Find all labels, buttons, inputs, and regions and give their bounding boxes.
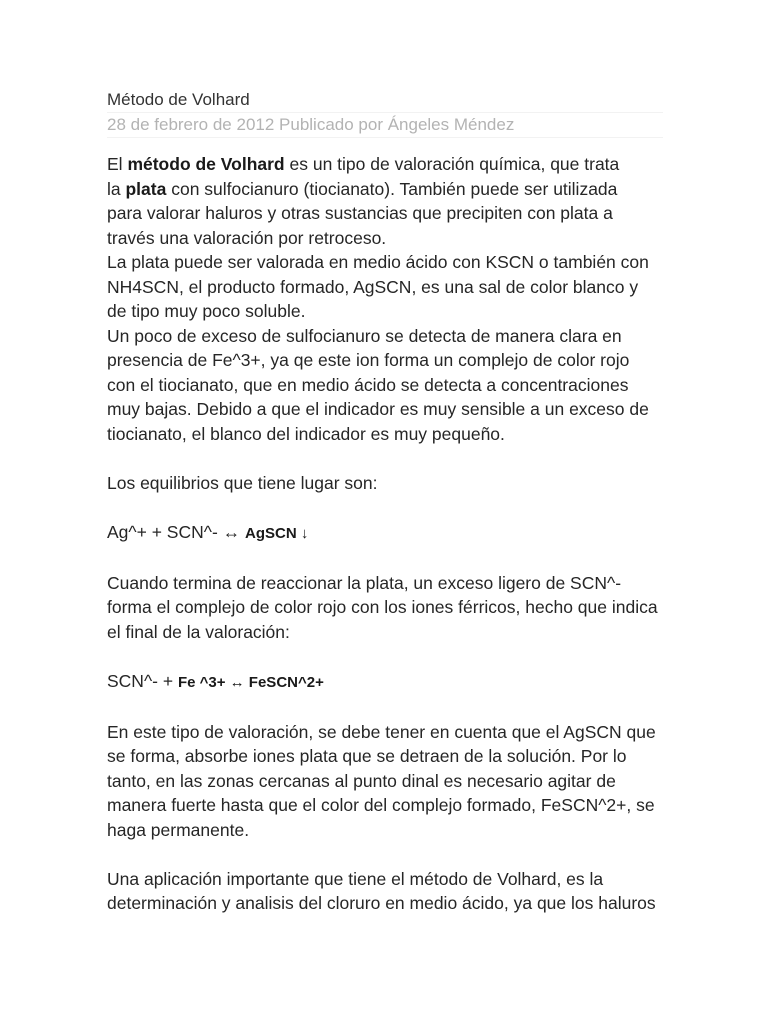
text-line: Una aplicación importante que tiene el método de Volhard, es la [107,868,604,889]
text-run: El [107,154,128,174]
text-line: con el tiocianato, que en medio ácido se detecta a concentraciones [107,374,629,395]
paragraph-gap [107,546,667,571]
article-byline: 28 de febrero de 2012 Publicado por Ángeles Méndez [107,113,663,138]
equation-plain: Ag^+ + SCN^- ↔ [107,521,245,542]
text-line: forma el complejo de color rojo con los iones férricos, hecho que indica [107,597,658,617]
text-line: el final de la valoración: [107,621,290,642]
paragraph-gap [107,644,667,669]
text-run: es un tipo de valoración química, que trata [284,154,620,174]
text-line: determinación y analisis del cloruro en medio ácido, ya que los haluros [107,893,656,913]
text-line: muy bajas. Debido a que el indicador es muy sensible a un exceso de [107,399,649,419]
paragraph-endpoint [107,571,667,645]
paragraph-application [107,867,667,916]
text-line: de tipo muy poco soluble. [107,301,306,321]
article-header [107,88,663,138]
equation-bold: AgSCN ↓ [245,524,309,542]
paragraph-gap [107,446,667,471]
text-line: La plata puede ser valorada en medio ácido con KSCN o también con [107,252,649,272]
text-line: haga permanente. [107,819,250,840]
paragraph-gap [107,495,667,520]
text-line: En este tipo de valoración, se debe tener en cuenta que el AgSCN que [107,721,656,742]
equation-iron-thiocyanate [107,669,667,696]
text-run: la [107,178,126,199]
equation-silver-thiocyanate [107,520,667,547]
paragraph-gap [107,695,667,720]
bold-term-silver: plata [125,178,167,199]
text-line: para valorar haluros y otras sustancias que precipiten con plata a [107,203,613,223]
article-title: Método de Volhard [107,88,663,113]
text-line: través una valoración por retroceso. [107,227,387,248]
article-body [107,152,667,916]
intro-paragraph [107,152,667,446]
text-line: NH4SCN, el producto formado, AgSCN, es una sal de color blanco y [107,276,639,297]
paragraph-agscn [107,720,667,843]
text-line [107,177,667,202]
paragraph-gap [107,842,667,867]
text-line: se forma, absorbe iones plata que se detraen de la solución. Por lo [107,746,627,766]
text-line: Un poco de exceso de sulfocianuro se detecta de manera clara en [107,325,622,346]
bold-term-method: método de Volhard [127,154,285,174]
text-line: tanto, en las zonas cercanas al punto dinal es necesario agitar de [107,770,616,791]
equation-plain: SCN^- + [107,670,178,691]
equilibria-intro: Los equilibrios que tiene lugar son: [107,472,378,493]
equation-bold: Fe ^3+ ↔ FeSCN^2+ [177,673,324,691]
text-line: manera fuerte hasta que el color del complejo formado, FeSCN^2+, se [107,795,655,815]
text-line: Cuando termina de reaccionar la plata, un exceso ligero de SCN^- [107,572,622,593]
text-line [107,152,667,177]
text-run: con sulfocianuro (tiocianato). También puede ser utilizada [166,178,618,199]
text-line: tiocianato, el blanco del indicador es muy pequeño. [107,423,505,444]
text-line: presencia de Fe^3+, ya qe este ion forma un complejo de color rojo [107,350,630,370]
